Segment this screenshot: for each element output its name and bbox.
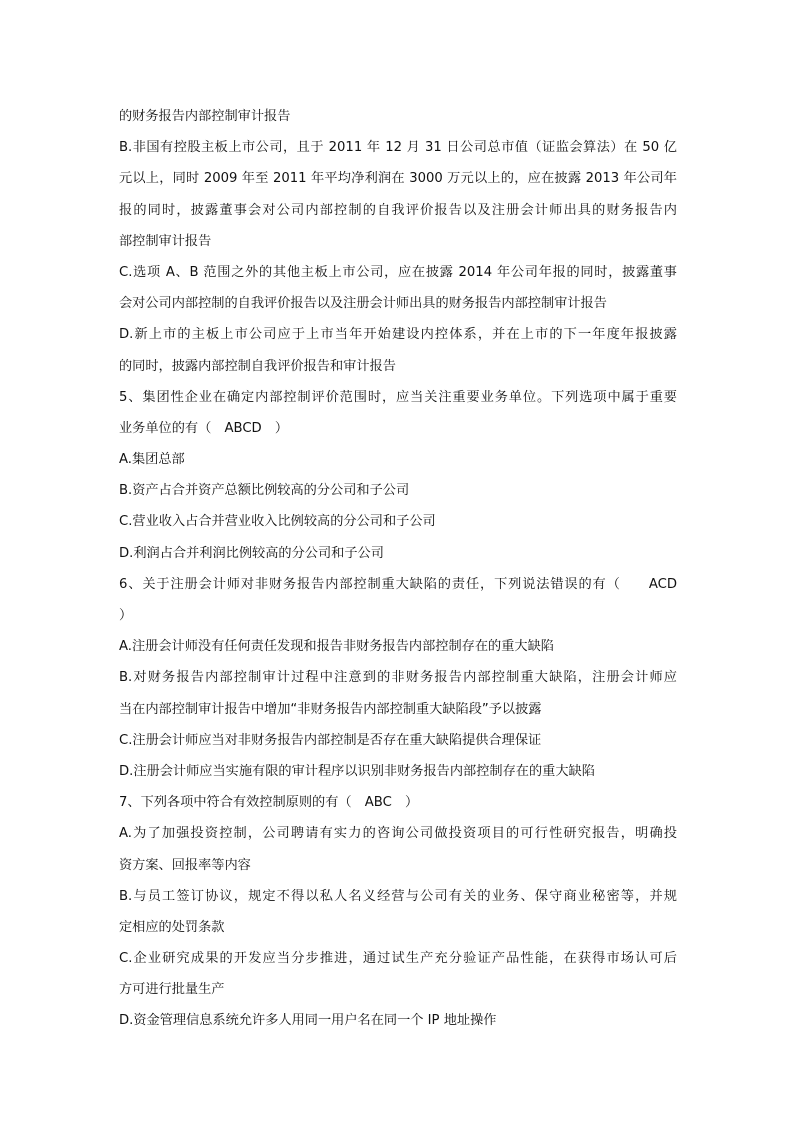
text-line: ） <box>119 608 133 623</box>
text-line: 7、下列各项中符合有效控制原则的有（ ABC ） <box>119 795 419 811</box>
text-line: A.注册会计师没有任何责任发现和报告非财务报告内部控制存在的重大缺陷 <box>119 639 554 655</box>
text-line: D.资金管理信息系统允许多人用同一用户名在同一个 IP 地址操作 <box>119 1013 497 1029</box>
text-line: 5、集团性企业在确定内部控制评价范围时，应当关注重要业务单位。下列选项中属于重要 <box>119 389 677 405</box>
text-line: B.对财务报告内部控制审计过程中注意到的非财务报告内部控制重大缺陷，注册会计师应 <box>119 670 677 686</box>
text-line: 6、关于注册会计师对非财务报告内部控制重大缺陷的责任，下列说法错误的有（ ACD <box>119 576 677 592</box>
text-line: A.集团总部 <box>119 452 185 468</box>
text-line: 元以上，同时 2009 年至 2011 年平均净利润在 3000 万元以上的，应在披露 2013 年公司年 <box>119 171 677 187</box>
text-line: C.企业研究成果的开发应当分步推进，通过试生产充分验证产品性能，在获得市场认可后 <box>119 951 677 967</box>
text-line: 当在内部控制审计报告中增加“非财务报告内部控制重大缺陷段”予以披露 <box>119 701 542 717</box>
text-line: D.注册会计师应当实施有限的审计程序以识别非财务报告内部控制存在的重大缺陷 <box>119 763 595 779</box>
text-line: C.选项 A、B 范围之外的其他主板上市公司，应在披露 2014 年公司年报的同时，披露董事 <box>119 264 677 280</box>
text-line: C.注册会计师应当对非财务报告内部控制是否存在重大缺陷提供合理保证 <box>119 732 542 748</box>
text-line: 部控制审计报告 <box>119 233 212 249</box>
text-line: 报的同时，披露董事会对公司内部控制的自我评价报告以及注册会计师出具的财务报告内 <box>119 202 677 218</box>
text-line: 会对公司内部控制的自我评价报告以及注册会计师出具的财务报告内部控制审计报告 <box>119 296 607 312</box>
document-body <box>119 101 677 1037</box>
text-line: D.新上市的主板上市公司应于上市当年开始建设内控体系，并在上市的下一年度年报披露 <box>119 327 677 343</box>
text-line: 业务单位的有（ ABCD ） <box>119 420 289 436</box>
text-line: C.营业收入占合并营业收入比例较高的分公司和子公司 <box>119 514 436 530</box>
text-line: 方可进行批量生产 <box>119 982 225 998</box>
text-line: D.利润占合并利润比例较高的分公司和子公司 <box>119 545 384 561</box>
text-line: 的财务报告内部控制审计报告 <box>119 109 291 124</box>
text-line: B.与员工签订协议，规定不得以私人名义经营与公司有关的业务、保守商业秘密等，并规 <box>119 888 677 904</box>
text-line: B.资产占合并资产总额比例较高的分公司和子公司 <box>119 483 410 499</box>
text-line: 定相应的处罚条款 <box>119 919 225 935</box>
text-line: 的同时，披露内部控制自我评价报告和审计报告 <box>119 358 396 374</box>
text-line: B.非国有控股主板上市公司，且于 2011 年 12 月 31 日公司总市值（证监会算法）在 50 亿 <box>119 140 677 156</box>
text-line: 资方案、回报率等内容 <box>119 857 251 873</box>
text-line: A.为了加强投资控制，公司聘请有实力的咨询公司做投资项目的可行性研究报告，明确投 <box>119 826 677 842</box>
